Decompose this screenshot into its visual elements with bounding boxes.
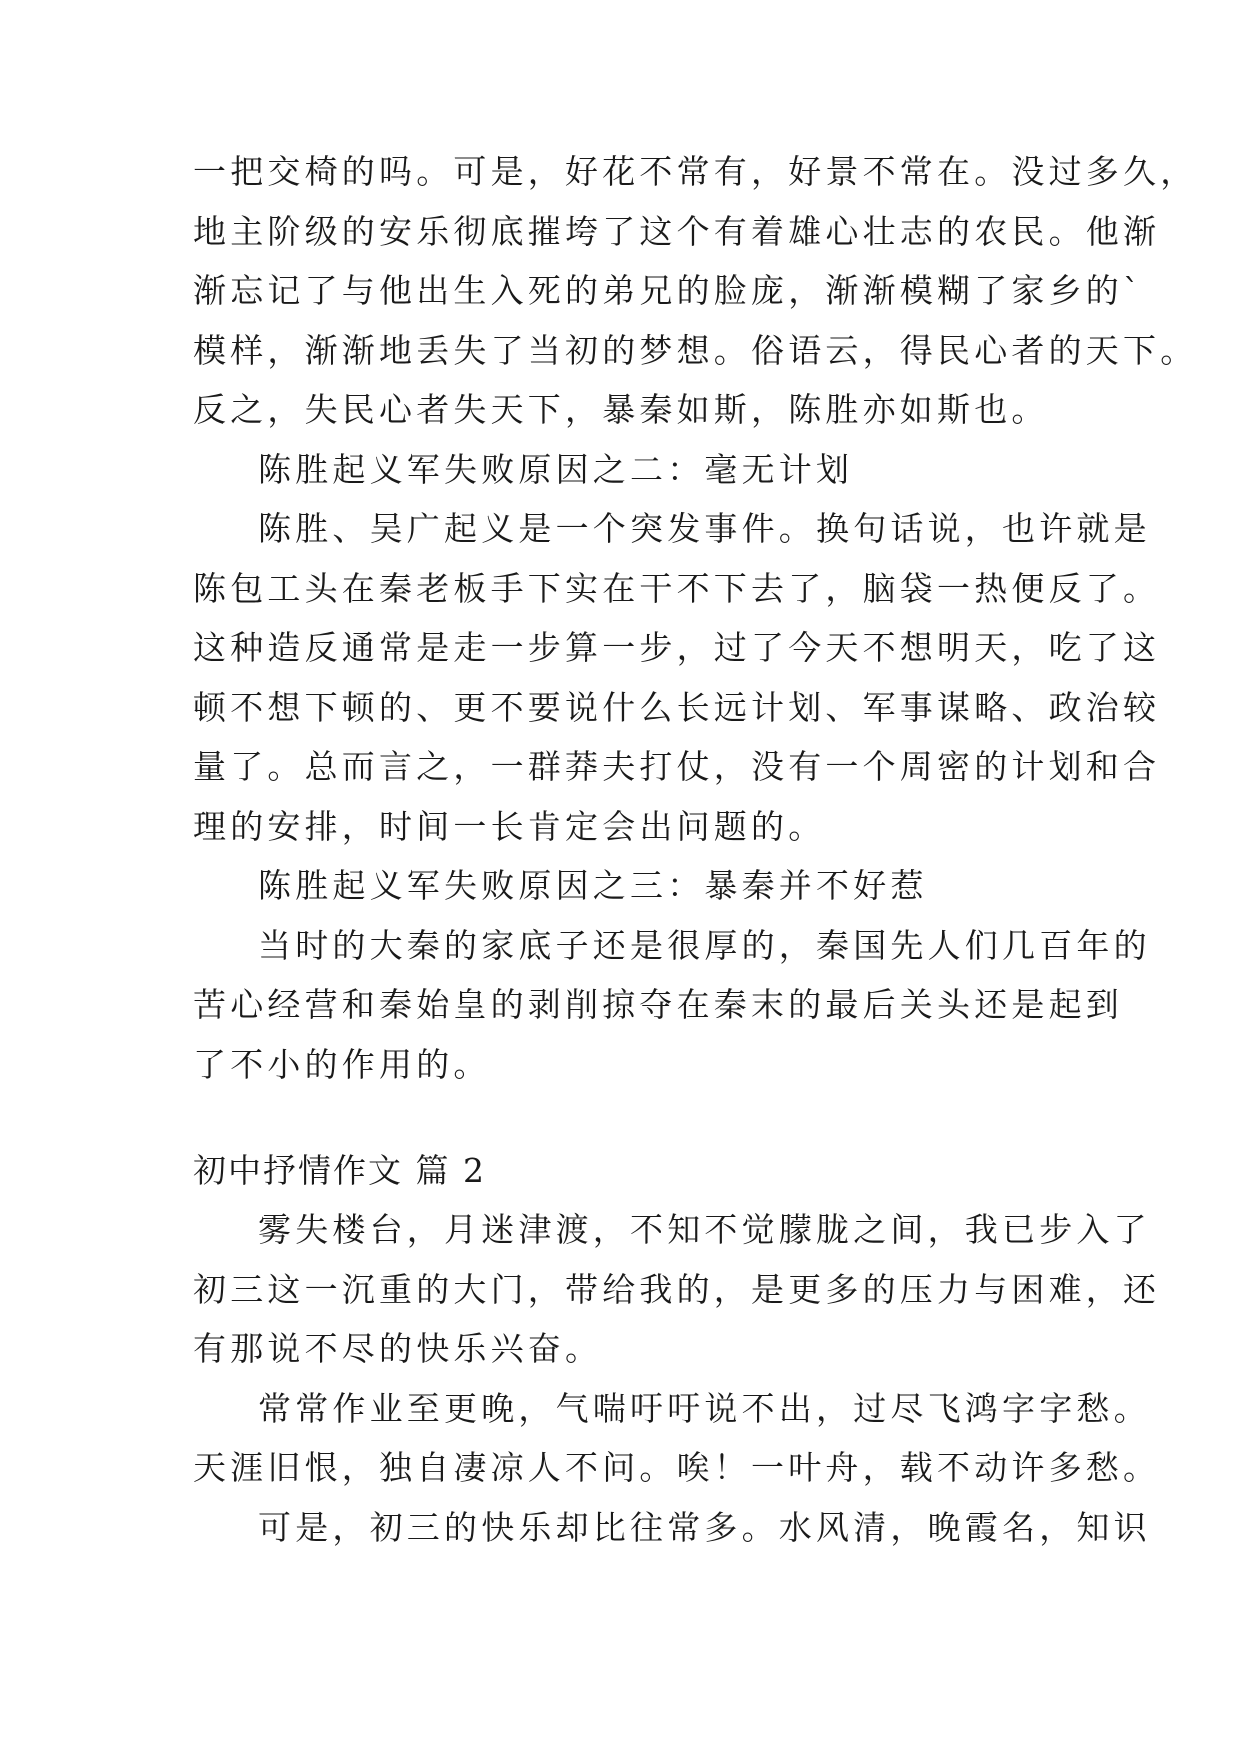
- section-heading: 陈胜起义军失败原因之二：毫无计划: [258, 450, 854, 489]
- text-line: 苦心经营和秦始皇的剥削掠夺在秦末的最后关头还是起到: [193, 985, 1123, 1024]
- text-line: 一把交椅的吗。可是，好花不常有，好景不常在。没过多久，: [193, 152, 1198, 191]
- text-line: 渐忘记了与他出生入死的弟兄的脸庞，渐渐模糊了家乡的`: [193, 271, 1144, 310]
- article-title: 初中抒情作文 篇 2: [193, 1151, 486, 1190]
- text-line: 理的安排，时间一长肯定会出问题的。: [193, 807, 826, 846]
- text-line: 量了。总而言之，一群莽夫打仗，没有一个周密的计划和合: [193, 747, 1161, 786]
- text-line: 这种造反通常是走一步算一步，过了今天不想明天，吃了这: [193, 628, 1161, 667]
- text-line: 陈包工头在秦老板手下实在干不下去了，脑袋一热便反了。: [193, 569, 1161, 608]
- text-line: 反之，失民心者失天下，暴秦如斯，陈胜亦如斯也。: [193, 390, 1049, 429]
- text-line: 当时的大秦的家底子还是很厚的，秦国先人们几百年的: [258, 926, 1151, 965]
- text-line: 地主阶级的安乐彻底摧垮了这个有着雄心壮志的农民。他渐: [193, 212, 1161, 251]
- text-line: 常常作业至更晚，气喘吁吁说不出，过尽飞鸿字字愁。: [258, 1389, 1151, 1428]
- text-line: 雾失楼台，月迷津渡，不知不觉朦胧之间，我已步入了: [258, 1210, 1151, 1249]
- text-line: 模样，渐渐地丢失了当初的梦想。俗语云，得民心者的天下。: [193, 331, 1198, 370]
- text-line: 可是，初三的快乐却比往常多。水风清，晚霞名，知识: [258, 1508, 1151, 1547]
- text-line: 陈胜、吴广起义是一个突发事件。换句话说，也许就是: [258, 509, 1151, 548]
- text-line: 有那说不尽的快乐兴奋。: [193, 1329, 603, 1368]
- section-heading: 陈胜起义军失败原因之三：暴秦并不好惹: [258, 866, 928, 905]
- text-line: 了不小的作用的。: [193, 1045, 491, 1084]
- text-line: 天涯旧恨，独自凄凉人不问。唉！一叶舟，载不动许多愁。: [193, 1448, 1161, 1487]
- text-line: 初三这一沉重的大门，带给我的，是更多的压力与困难，还: [193, 1270, 1161, 1309]
- text-line: 顿不想下顿的、更不要说什么长远计划、军事谋略、政治较: [193, 688, 1161, 727]
